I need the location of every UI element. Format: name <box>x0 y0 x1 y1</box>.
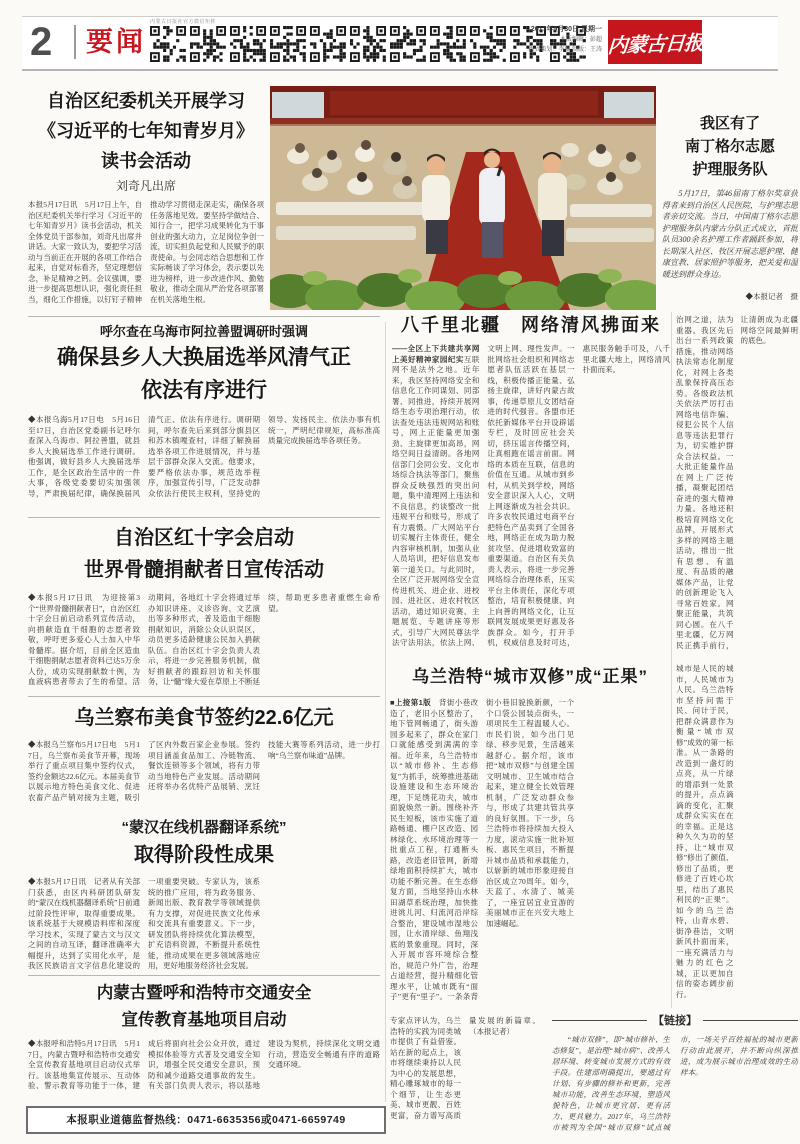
link-box-header <box>552 1012 798 1028</box>
newspaper-logo <box>608 20 702 64</box>
article-traffic-safety <box>28 980 380 1093</box>
article-title: 确保县乡人大换届选举风清气正 <box>57 346 351 369</box>
article-election <box>28 322 380 501</box>
article-study-session <box>28 86 264 312</box>
article-city-renewal <box>390 664 670 1004</box>
rule-line <box>552 1020 647 1021</box>
separator-rule <box>28 975 380 976</box>
link-sidebar-box <box>552 1012 798 1138</box>
separator-rule <box>28 517 380 518</box>
article-body <box>392 344 670 654</box>
article-title: 乌兰浩特“城市双修”成“正果” <box>412 667 648 686</box>
article-body: ◆本报5月17日讯 记者从有关部门获悉，由区内科研团队研发的“蒙汉在线机器翻译系统”日前通过阶段性评审，取得重要成果。该系统基于大规模语料库和深度学习技术，实现了蒙古文与汉文之间的自动互译，翻译准确率大幅提升，达到了实用化水平，是我区民族语言文字信息化建设的一项重要突破。专家认为，该系统的推广应用，将为政务服务、新闻出版、教育教学等领域提供有力支撑，对促进民族文化传承和交流具有重要意义。下一步，研发团队将持续优化算法模型，扩充语料资源，不断提升系统性能，推动成果在更多领域落地应用，更好地服务经济社会发展。 <box>28 877 260 970</box>
link-box-body: “城市双修”，即“城市修补、生态修复”，是治理“城市病”、改善人居环境、转变城市发展方式的有效手段。住建部明确提出，要通过有计划、有步骤的修补和更新，完善城市功能，改善生态环境，塑造风貌特色，让城市更宜居、更有活力、更具魅力。2017年，乌兰浩特市被列为全国“城市双修”试点城市，一场关乎百姓福祉的城市更新行动由此展开，并不断向纵深推进，成为展示城市治理成效的生动样本。 <box>552 1035 798 1132</box>
qr-code-icon <box>230 26 266 62</box>
article-body: 5月17日，第46届南丁格尔奖章获得者来到自治区人民医院，与护理志愿者亲切交流。当日，中国南丁格尔志愿护理服务队内蒙古分队正式成立，首批队员300余名护理工作者踊跃参加，将长期深入社区、牧区开展志愿护理、健康宣教、居家照护等服务，把关爱和温暖送到群众身边。 <box>662 189 798 279</box>
continued-from-mark: ■上接第1版 <box>390 698 432 707</box>
separator-rule <box>28 316 380 317</box>
article-lead: ——全区上下共建共享网上美好精神家园纪实 <box>392 344 480 364</box>
qr-code-icon <box>310 26 346 62</box>
article-body: ◆本报乌海5月17日电 5月16日至17日，自治区党委副书记呼尔查深入乌海市、阿拉善盟，就县乡人大换届选举工作进行调研。他强调，做好县乡人大换届选举工作，是全区政治生活中的一件大事，各级党委要切实加强领导，严肃换届纪律，确保换届风清气正、依法有序进行。调研期间，呼尔查先后来到部分旗县区和苏木镇嘎查村，详细了解换届选举各项工作进展情况，并与基层干部群众深入交流。他要求，要严格依法办事，规范选举程序，加强宣传引导，广泛发动群众依法行使民主权利，坚持党的领导、发扬民主、依法办事有机统一，严明纪律规矩，高标准高质量完成换届选举各项任务。 <box>28 415 380 498</box>
article-kicker: 呼尔查在乌海市阿拉善盟调研时强调 <box>99 324 308 339</box>
link-box-label: 【链接】 <box>653 1015 697 1027</box>
date-line: 2017年5月30日 星期一 <box>530 26 602 33</box>
article-title: 《习近平的七年知青岁月》 <box>38 121 254 141</box>
article-body: ◆本报乌兰察布5月17日电 5月17日，乌兰察布美食节开幕，现场举行了重点项目集中签约仪式，签约金额达22.6亿元。本届美食节以展示地方特色美食文化、促进农畜产品产销对接为主题，吸引了区内外数百家企业参展。签约项目涵盖食品加工、冷链物流、餐饮连锁等多个领域，将有力带动当地特色产业发展。活动期间还将举办名优特产品展销、烹饪技能大赛等系列活动，进一步打响“乌兰察布味道”品牌。 <box>28 740 380 802</box>
article-title: 护理服务队 <box>692 161 768 178</box>
conference-photo-graphic <box>270 86 656 310</box>
article-redcross <box>28 522 380 691</box>
column-rule <box>671 312 672 1008</box>
article-title: 自治区红十字会启动 <box>114 527 294 549</box>
rule-line <box>703 1020 798 1021</box>
article-food-festival <box>28 702 380 806</box>
qr-code-icon <box>430 26 466 62</box>
article-title: 我区有了 <box>699 115 760 132</box>
qr-code-icon <box>190 26 226 62</box>
article-title: 自治区纪委机关开展学习 <box>47 91 245 111</box>
article-body: ◆本报5月17日讯 为迎接第3个“世界骨髓捐献者日”，自治区红十字会日前启动系列宣传活动，向捐献造血干细胞的志愿者致敬，呼吁更多爱心人士加入中华骨髓库。据介绍，目前全区造血干细胞捐献志愿者资料已达5万余人份，成功实现捐献数十例，为血液病患者带去了生的希望。活动期间，各地红十字会将通过举办知识讲座、义诊咨询、文艺演出等多种形式，普及造血干细胞捐献知识，消除公众认识误区，动员更多适龄健康公民加入捐献队伍。自治区红十字会负责人表示，将进一步完善服务机制，做好捐献者的跟踪回访和关怀服务，让“髓”缘大爱在草原上不断延续，帮助更多患者重燃生命希望。 <box>28 593 380 686</box>
article-subtitle: 刘奇凡出席 <box>115 179 176 193</box>
article-title: 南丁格尔志愿 <box>684 138 775 155</box>
qr-code-icon <box>350 26 386 62</box>
article-body: 本报5月17日讯 5月17日上午，自治区纪委机关举行学习《习近平的七年知青岁月》读书会活动，机关全体党员干部参加，刘奇凡出席并讲话。大家一致认为，要把学习活动与当前正在开展的各项工作结合起来，自觉对标看齐，坚定理想信念，补足精神之钙。会议强调，要进一步提高思想认识，强化责任担当，细化工作措施，以钉钉子精神推动学习贯彻走深走实，确保各项任务落地见效。要坚持学做结合、知行合一，把学习成果转化为干事创业的强大动力，立足岗位争创一流，切实担负起党和人民赋予的职责使命。与会同志结合思想和工作实际畅谈了学习体会，表示要以先进为榜样，进一步改进作风、勤勉敬业，推动全面从严治党各项部署在机关落地生根。 <box>28 200 264 304</box>
section-title: 要闻 <box>86 27 146 57</box>
article-network-continued: 治网之道，法为重器。我区先后出台一系列政策措施，推动网络执法常态化制度化，对网上各类乱象保持高压态势。各级政法机关依法严厉打击网络电信诈骗、侵犯公民个人信息等违法犯罪行为，切实维护群众合法权益。一大批正能量作品在网上广泛传播，凝聚起团结奋进的强大精神力量。各地还积极培育网络文化品牌，开展形式多样的网络主题活动，推出一批有思想、有温度、有品质的融媒体产品，让党的创新理论飞入寻常百姓家。网聚正能量，共筑同心圆。在八千里北疆，亿万网民正携手前行，让清朗成为北疆网络空间最鲜明的底色。 <box>676 315 798 650</box>
date-editor-block <box>492 24 602 55</box>
page-header <box>22 16 778 71</box>
article-title: 八千里北疆 网络清风拂面来 <box>401 315 661 335</box>
article-body <box>390 698 670 1004</box>
layout-line: 版式策划：李琳 制版：王涛 <box>528 47 602 53</box>
conference-photo <box>270 86 656 310</box>
article-title: 取得阶段性成果 <box>134 844 274 866</box>
article-title: 宣传教育基地项目启动 <box>121 1011 287 1029</box>
article-network <box>392 312 670 654</box>
article-city-continued: 城市是人民的城市，人民城市为人民。乌兰浩特市坚持问需于民、问计于民，把群众满意作为衡量“城市双修”成效的第一标准。从一条路的改造到一盏灯的点亮，从一片绿的增添到一处景的提升，点点滴滴的变化，汇聚成群众实实在在的幸福。正是这种久久为功的坚持，让“城市双修”修出了颜值、修出了品质，更修进了百姓心坎里，结出了惠民利民的“正果”。如今的乌兰浩特，山青水碧、街净巷洁，文明新风扑面而来，一座充满活力与魅力的红色之城，正以更加自信的姿态阔步前行。 <box>676 664 734 999</box>
qr-code-icon <box>390 26 426 62</box>
article-body-text: 互联网不是法外之地。近年来，我区坚持网络安全和信息化工作同谋划、同部署、同推进，持续开展网络生态专项治理行动，依法查处违法违规网站和账号，网上正能量更加强劲、主旋律更加高昂，网络空间日益清朗。各地网信部门会同公安、文化市场综合执法等部门，聚焦群众反映强烈的突出问题，集中清理网上违法和不良信息，约谈整改一批违规平台和账号，形成了有力震慑。广大网站平台切实履行主体责任，健全内容审核机制，加强从业人员培训，把好信息发布第一道关口。与此同时，全区广泛开展网络安全宣传进机关、进企业、进校园、进社区、进农村牧区活动，通过知识竞赛、主题展览、专题讲座等形式，引导广大网民尊法学法守法用法，依法上网、文明上网、理性发声。一批网络社会组织和网络志愿者队伍活跃在基层一线，积极传播正能量、弘扬主旋律，讲好内蒙古故事，传递草原儿女团结奋进的时代强音。各盟市还依托新媒体平台开设辟谣专栏，及时回应社会关切，挤压谣言传播空间，让真相跑在谣言前面。网络的本质在互联，信息的价值在互通。从城市到乡村，从机关到学校，网络安全意识深入人心，文明上网逐渐成为社会共识。许多农牧民通过电商平台把特色产品卖到了全国各地，网络正在成为助力脱贫攻坚、促进增收致富的重要渠道。自治区有关负责人表示，将进一步完善网络综合治理体系，压实平台主体责任，深化专项整治，培育积极健康、向上向善的网络文化，让互联网发展成果更好惠及各族群众。如今，打开手机，权威信息及时可达，惠民服务触手可及，八千里北疆大地上，网络清风扑面而来。 <box>392 344 670 647</box>
separator-rule <box>28 696 380 697</box>
column-rule <box>385 322 386 1102</box>
article-title: 读书会活动 <box>101 151 191 171</box>
article-title: 内蒙古暨呼和浩特市交通安全 <box>96 984 312 1002</box>
newspaper-logo-text: 内蒙古日报 <box>606 31 704 58</box>
article-body: ◆本报呼和浩特5月17日讯 5月17日，内蒙古暨呼和浩特市交通安全宣传教育基地项目启动仪式举行。该基地集宣传展示、互动体验、警示教育等功能于一体，建成后将面向社会公众开放，通过模拟体验等方式普及交通安全知识，增强全民交通安全意识，预防和减少道路交通事故的发生。有关部门负责人表示，将以基地建设为契机，持续深化文明交通行动，营造安全畅通有序的道路交通环境。 <box>28 1039 380 1090</box>
qr-code-icon <box>270 26 306 62</box>
article-title: 依法有序进行 <box>141 379 267 402</box>
article-translation-system <box>28 816 380 973</box>
article-title: 乌兰察布美食节签约22.6亿元 <box>74 707 334 729</box>
header-divider <box>74 25 76 59</box>
qr-row-note: 内蒙古日报社官方微信矩阵 <box>150 19 217 25</box>
article-title: 世界骨髓捐献者日宣传活动 <box>84 559 324 581</box>
article-kicker: “蒙汉在线机器翻译系统” <box>121 819 287 836</box>
editor-line: 本版编辑：彭超 <box>559 37 602 43</box>
article-city-bottom: 专家点评认为，乌兰浩特的实践为同类城市提供了有益借鉴。站在新的起点上，该市将继续秉持以人民为中心的发展思想，精心雕琢城市的每一个细节，让生态更美、城市更靓、百姓更富，奋力谱写高质量发展的新篇章。（本报记者） <box>390 1016 540 1120</box>
article-nurse-team <box>662 112 798 302</box>
article-body-text: 背街小巷改造了，老旧小区整治了，地下管网畅通了，街头游园多起来了，群众在家门口就能感受到满满的幸福。近年来，乌兰浩特市以“城市修补、生态修复”为抓手，统筹推进基础设施建设和生态环境治理，下足绣花功夫，城市面貌焕然一新。围绕补齐民生短板，该市实施了道路畅通、棚户区改造、园林绿化、水环境治理等一批重点工程，打通断头路，改造老旧管网，新增绿地面积持续扩大，城市功能不断完善。在生态修复方面，当地坚持山水林田湖草系统治理，加快推进洮儿河、归流河沿岸综合整治，建设城市湿地公园，让水清岸绿、鱼翔浅底的景象重现。同时，深入开展市容环境综合整治，规范户外广告，治理占道经营，提升精细化管理水平，让城市既有“面子”更有“里子”。一条条背街小巷旧貌换新颜，一个个口袋公园装点街头，一项项民生工程温暖人心。市民们说，如今出门见绿、移步见景，生活越来越舒心。据介绍，该市把“城市双修”与创建全国文明城市、卫生城市结合起来，建立健全长效管理机制，广泛发动群众参与，形成了共建共管共享的良好氛围。下一步，乌兰浩特市将持续加大投入力度，滚动实施一批补短板、惠民生项目，不断提升城市品质和承载能力，以崭新的城市形象迎接自治区成立70周年。如今，天蓝了、水清了、城美了，一座宜居宜业宜游的美丽城市正在兴安大地上加速崛起。 <box>390 698 574 1001</box>
qr-code-icon <box>150 26 186 62</box>
photo-credit: ◆本报记者 摄 <box>745 292 798 301</box>
page-number: 2 <box>30 20 53 64</box>
ethics-hotline-box: 本报职业道德监督热线：0471-6635356或0471-6659749 <box>26 1106 386 1134</box>
